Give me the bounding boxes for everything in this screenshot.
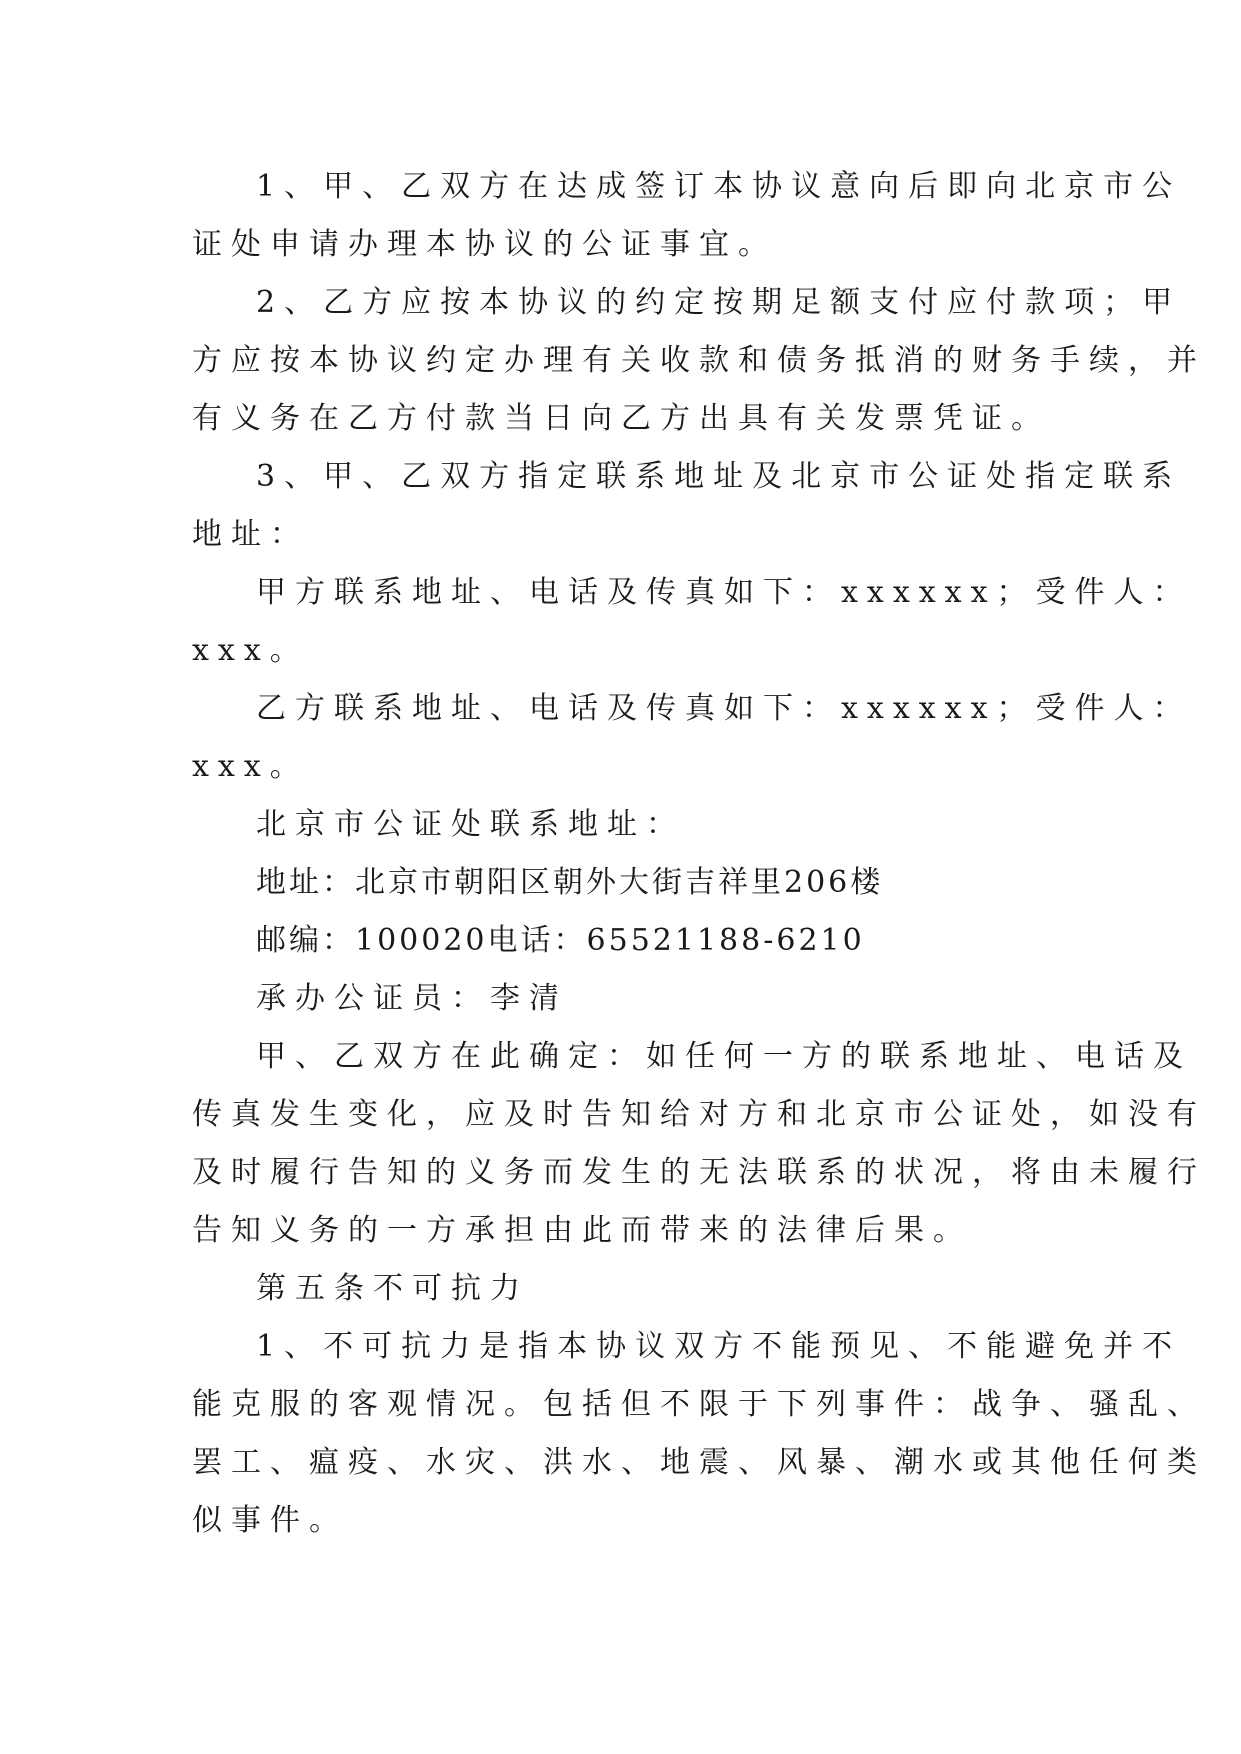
paragraph-line: 北京市公证处联系地址： <box>256 807 685 842</box>
paragraph-line: 甲、乙双方在此确定：如任何一方的联系地址、电话及 <box>256 1039 1192 1074</box>
paragraph-line: 能克服的客观情况。包括但不限于下列事件：战争、骚乱、 <box>192 1387 1206 1422</box>
paragraph-line: 罢工、瘟疫、水灾、洪水、地震、风暴、潮水或其他任何类 <box>192 1445 1206 1480</box>
paragraph-line: 邮编：100020电话：65521188-6210 <box>256 923 865 958</box>
paragraph-line: 告知义务的一方承担由此而带来的法律后果。 <box>192 1213 972 1248</box>
paragraph-line: 承办公证员：李清 <box>256 981 568 1016</box>
paragraph-line: 有义务在乙方付款当日向乙方出具有关发票凭证。 <box>192 401 1050 436</box>
paragraph-line: 乙方联系地址、电话及传真如下：xxxxxx；受件人： <box>256 691 1192 726</box>
document-body <box>192 158 1206 1550</box>
paragraph-line: 及时履行告知的义务而发生的无法联系的状况，将由未履行 <box>192 1155 1206 1190</box>
paragraph-line: 甲方联系地址、电话及传真如下：xxxxxx；受件人： <box>256 575 1192 610</box>
paragraph-line: 方应按本协议约定办理有关收款和债务抵消的财务手续，并 <box>192 343 1206 378</box>
paragraph-line: 地址： <box>192 517 309 552</box>
paragraph-line: 1、不可抗力是指本协议双方不能预见、不能避免并不 <box>256 1329 1182 1364</box>
paragraph-line: 2、乙方应按本协议的约定按期足额支付应付款项；甲 <box>256 285 1182 320</box>
paragraph-line: 3、甲、乙双方指定联系地址及北京市公证处指定联系 <box>256 459 1182 494</box>
paragraph-line: 地址：北京市朝阳区朝外大街吉祥里206楼 <box>256 865 884 900</box>
paragraph-line: xxx。 <box>192 633 309 668</box>
paragraph-line: xxx。 <box>192 749 309 784</box>
paragraph-line: 证处申请办理本协议的公证事宜。 <box>192 227 777 262</box>
section-heading: 第五条不可抗力 <box>256 1271 529 1306</box>
paragraph-line: 1、甲、乙双方在达成签订本协议意向后即向北京市公 <box>256 169 1182 204</box>
paragraph-line: 似事件。 <box>192 1503 348 1538</box>
paragraph-line: 传真发生变化，应及时告知给对方和北京市公证处，如没有 <box>192 1097 1206 1132</box>
